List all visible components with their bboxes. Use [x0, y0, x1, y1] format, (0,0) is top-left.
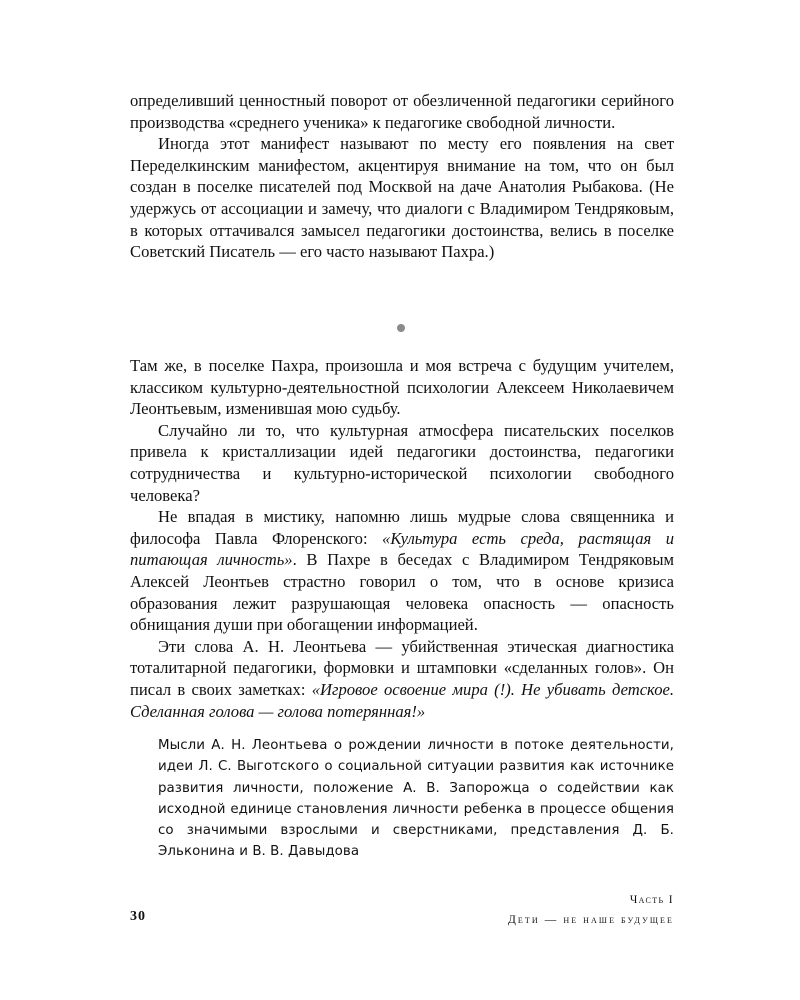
- paragraph-continuation: определивший ценностный поворот от обезличенной педагогики серийного производства «среднего ученика» к педагогике свободной личности.: [130, 91, 674, 132]
- florensky-quote: «Культура есть среда, растящая и питающая личность»: [130, 528, 674, 570]
- leontiev-intro-text: Эти слова А. Н. Леонтьева — убийственная этическая диагностика тоталитарной педагогики, формовки и штамповки «сделанных голов». Он писал в своих заметках:: [130, 636, 674, 699]
- paragraph-writers-villages: Случайно ли то, что культурная атмосфера писательских поселков привела к кристаллизации идей педагогики достоинства, педагогики сотрудничества и культурно-исторической психологии свободного человека?: [130, 420, 674, 505]
- inset-paragraph: Мысли А. Н. Леонтьева о рождении личности в потоке деятельности, идеи Л. С. Выготского о социальной ситуации развития как источнике развития личности, положение А. В. Запорожца о содействии как исходной единице становления личности ребенка в процессе общения со значимыми взрослыми и сверстниками, представления Д. Б. Эльконина и В. В. Давыдова: [158, 738, 674, 860]
- running-head: [508, 890, 674, 930]
- text-block-main: [130, 355, 674, 722]
- leontiev-quote: «Игровое освоение мира (!). Не убивать детское. Сделанная голова — голова потерянная!»: [130, 679, 674, 721]
- florensky-intro-text: Не впадая в мистику, напомню лишь мудрые слова священника и философа Павла Флоренского:: [130, 507, 674, 548]
- page-number: 30: [130, 909, 146, 924]
- paragraph-pakhra-meeting: Там же, в поселке Пахра, произошла и моя встреча с будущим учителем, классиком культурно-деятельностной психологии Алексеем Николаевичем Леонтьевым, изменившая мою судьбу.: [130, 356, 674, 419]
- section-separator-dot: [397, 324, 405, 332]
- running-head-part: Часть I: [629, 894, 674, 906]
- inset-sidebar-text: [158, 735, 674, 863]
- paragraph-peredelkino-manifest: Иногда этот манифест называют по месту его появления на свет Переделкинским манифестом, акцентируя внимание на том, что он был создан в поселке писателей под Москвой на даче Анатолия Рыбакова. (Не удержусь от ассоциации и замечу, что диалоги с Владимиром Тендряковым, в которых оттачивался замысел педагогики достоинства, велись в поселке Советский Писатель — его часто называют Пахра.): [130, 134, 674, 262]
- florensky-continuation-text: . В Пахре в беседах с Владимиром Тендряковым Алексей Леонтьев страстно говорил о том, что в основе кризиса образования лежит разрушающая человека опасность — опасность обнищания души при обогащении информацией.: [130, 550, 674, 635]
- running-head-title: Дети — не наше будущее: [507, 914, 674, 926]
- text-block-top: [130, 90, 674, 263]
- paragraph-florensky: [130, 506, 674, 636]
- paragraph-leontiev-diagnosis: [130, 636, 674, 722]
